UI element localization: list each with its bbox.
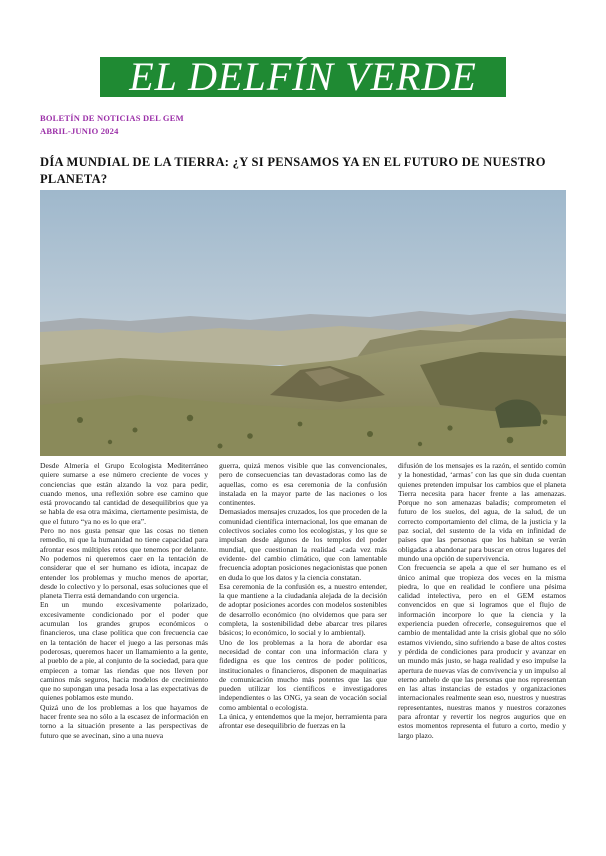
paragraph: Uno de los problemas a la hora de abordar esa necesidad de contar con una información clara y fidedigna es que los centros de poder políticos, institucionales o financieros, disponen de maquinarias de comunicación mucho más potentes que las que pueden utilizar los científicos e investigadores independientes o las ONG, ya sean de vocación social como ambiental o ecologista. — [219, 637, 387, 712]
article-column-3 — [398, 461, 566, 831]
landscape-image — [40, 190, 566, 456]
article-body — [40, 461, 566, 831]
paragraph: Con frecuencia se apela a que el ser humano es el único animal que tropieza dos veces en la misma piedra, lo que en realidad le confiere una pésima calidad intelectiva, pero en el GEM estamos convencidos en que si logramos que el flujo de información incorpore lo que la ciencia y la experiencia pueden ofrecerle, conseguiremos que el cambio de mentalidad ante la crisis global que no sólo estamos viviendo, sino sufriendo a base de altos costes y pérdida de condiciones para producir y avanzar en un mundo más justo, se haga realidad y eso impulse la apertura de nuevas vías de convivencia y un impulso al eterno anhelo de que las personas que nos representan en las altas instancias de estados y organizaciones internacionales realmente sean eso, nuestros y nuestras representantes, nuestras manos y nuestros corazones para afrontar y revertir los negros augurios que en estos momentos representa el futuro a corto, medio y largo plazo. — [398, 563, 566, 740]
paragraph: La única, y entendemos que la mejor, herramienta para afrontar ese desequilibrio de fuerzas en la — [219, 712, 387, 731]
bulletin-name: BOLETÍN DE NOTICIAS DEL GEM — [40, 113, 184, 123]
landscape-photo — [40, 190, 566, 456]
paragraph: Quizá uno de los problemas a los que hayamos de hacer frente sea no sólo a la escasez de información en torno a la situación presente a las perspectivas de futuro que se avecinan, sino a una nueva — [40, 702, 208, 740]
article-column-2 — [219, 461, 387, 831]
masthead-banner — [100, 54, 506, 99]
paragraph: difusión de los mensajes es la razón, el sentido común y la honestidad, ‘armas’ con las que sin duda cuentan quienes pretenden impulsar los cambios que el planeta Tierra necesita para hacer frente a las amenazas. Porque no son amenazas baladís; comprometen el futuro de los suelos, del agua, de la salud, de un correcto comportamiento del clima, de la justicia y la paz social, del sustento de la vida en infinidad de países que las personas que los habitan se verán obligadas a abandonar para buscar en otros lugares del mundo una opción de supervivencia. — [398, 461, 566, 563]
article-title: DÍA MUNDIAL DE LA TIERRA: ¿Y SI PENSAMOS YA EN EL FUTURO DE NUESTRO PLANETA? — [40, 155, 546, 186]
paragraph: guerra, quizá menos visible que las convencionales, pero de consecuencias tan devastadoras como las de aquellas, como es esa ceremonia de la confusión instalada en la mayor parte de las naciones o los continentes. — [219, 461, 387, 508]
article-column-1 — [40, 461, 208, 831]
masthead-title: EL DELFÍN VERDE — [129, 54, 477, 99]
paragraph: Pero no nos gusta pensar que las cosas no tienen remedio, ni que la humanidad no tiene capacidad para afrontar esos múltiples retos que tenemos por delante. No podemos ni queremos caer en la tentación de considerar que el ser humano es idiota, incapaz de entender los problemas y mucho menos de aportar, desde lo colectivo y lo personal, esas soluciones que el planeta Tierra está demandando con urgencia. — [40, 526, 208, 601]
paragraph: Demasiados mensajes cruzados, los que proceden de la comunidad científica internacional, los que emanan de colectivos sociales como los ecologistas, y los que se impulsan desde algunos de los templos del poder mundial, que cuestionan la realidad -cada vez más evidente- del cambio climático, que con lamentable frecuencia adoptan posiciones negacionistas que ponen en duda lo que los datos y la ciencia constatan. — [219, 507, 387, 582]
bulletin-date: ABRIL-JUNIO 2024 — [40, 126, 119, 136]
paragraph: En un mundo excesivamente polarizado, excesivamente condicionado por el poder que acumulan los grandes grupos económicos o financieros, una clase política que con frecuencia cae en la tentación de hacer el juego a las personas más poderosas, queremos hacer un llamamiento a la gente, al pueblo de a pie, al conjunto de la sociedad, para que empiecen a tomar las riendas que nos lleven por caminos más seguros, hacia modelos de crecimiento que no supongan una pesada losa a las expectativas de quienes poblamos este mundo. — [40, 600, 208, 703]
bulletin-info — [40, 112, 184, 138]
paragraph: Esa ceremonia de la confusión es, a nuestro entender, la que mantiene a la ciudadanía alejada de la decisión de adoptar posiciones acordes con modelos sostenibles de desarrollo económico (no olvidemos que para ser completa, la sostenibilidad debe abarcar tres pilares básicos; lo económico, lo social y lo ambiental). — [219, 581, 387, 638]
paragraph: Desde Almería el Grupo Ecologista Mediterráneo quiere sumarse a ese número creciente de voces y conciencias que están alzando la voz para pedir, cuando menos, una reflexión sobre ese camino que está provocando tal cantidad de desequilibrios que ya se habla de esa otra máxima, ciertamente pesimista, de que el futuro “ya no es lo que era”. — [40, 461, 208, 526]
